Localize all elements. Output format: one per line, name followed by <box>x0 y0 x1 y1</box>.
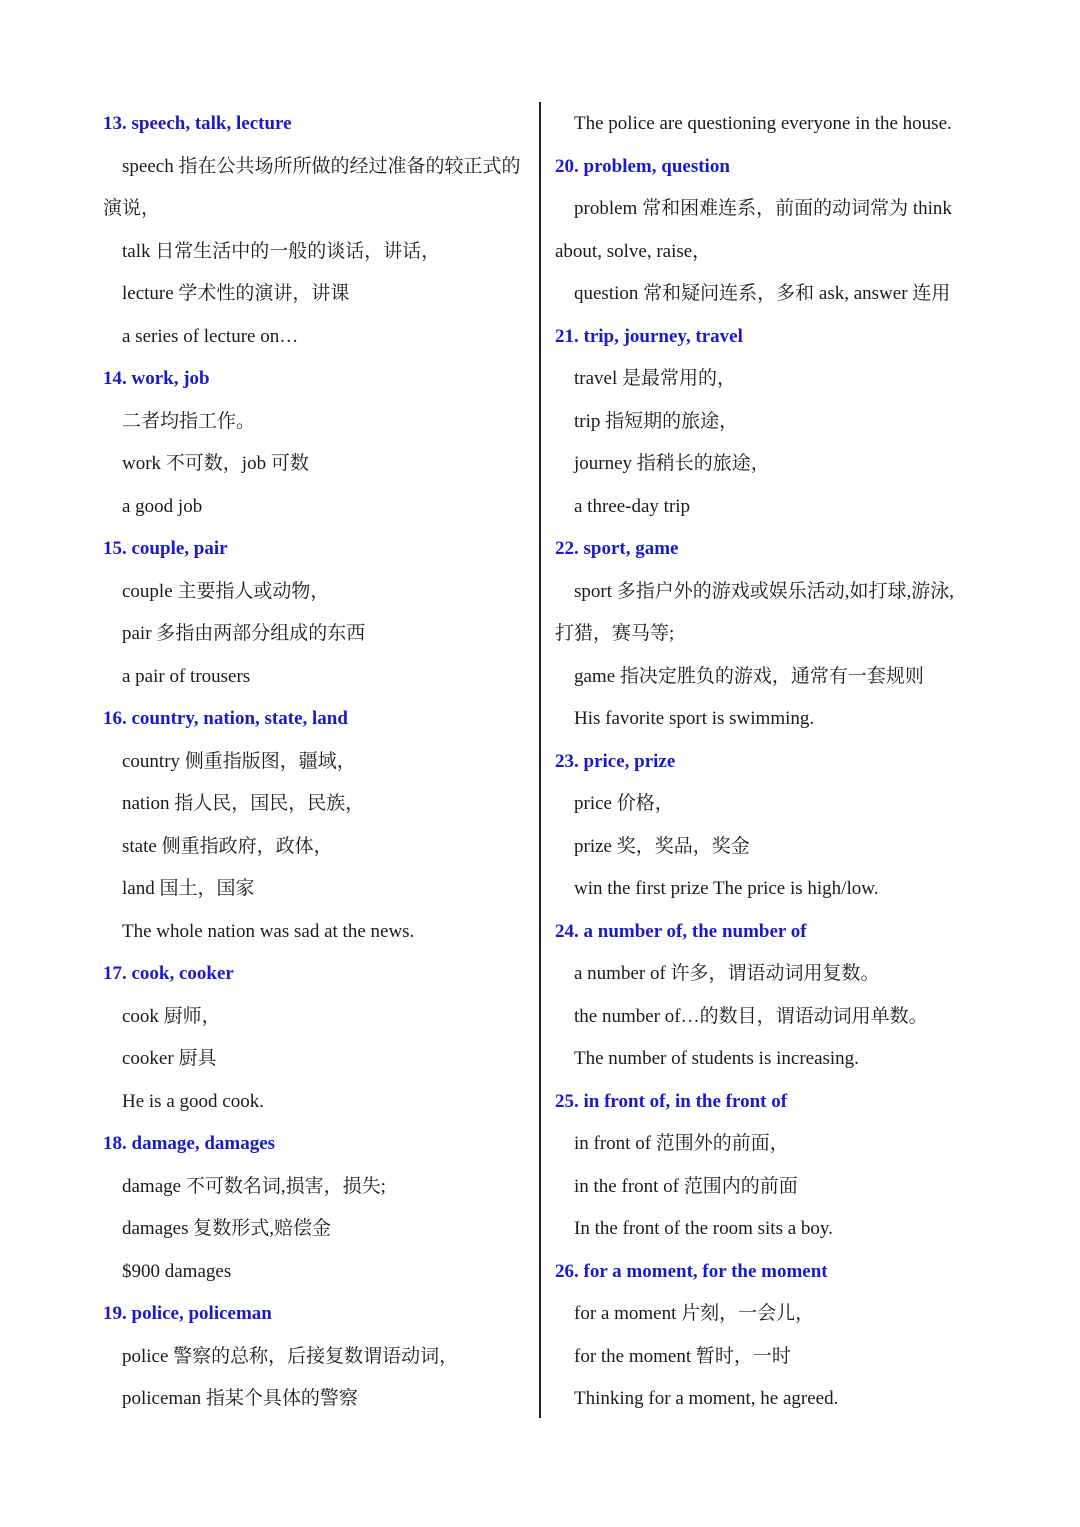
text-line: 二者均指工作。 <box>122 410 256 432</box>
text-line: problem 常和困难连系，前面的动词常为 think <box>574 198 952 219</box>
text-line: 演说， <box>103 198 161 219</box>
text-line: win the first prize The price is high/low. <box>574 878 879 899</box>
text-line: damages 复数形式,赔偿金 <box>122 1218 331 1239</box>
section-heading: 25. in front of, in the front of <box>555 1090 788 1112</box>
text-line: cooker 厨具 <box>122 1048 217 1069</box>
column-divider <box>539 102 541 1418</box>
text-line: for the moment 暂时，一时 <box>574 1345 791 1367</box>
left-column <box>103 103 531 1421</box>
text-line: journey 指稍长的旅途， <box>574 453 770 474</box>
text-line: couple 主要指人或动物， <box>122 580 330 602</box>
section-heading: 16. country, nation, state, land <box>103 708 348 729</box>
text-line: the number of…的数目，谓语动词用单数。 <box>574 1005 928 1027</box>
text-line: travel 是最常用的， <box>574 368 737 389</box>
text-line: trip 指短期的旅途， <box>574 410 739 432</box>
text-line: a series of lecture on… <box>122 325 299 347</box>
section-heading: 14. work, job <box>103 368 210 389</box>
section-heading: 17. cook, cooker <box>103 963 234 984</box>
text-line: country 侧重指版图，疆域， <box>122 750 356 772</box>
text-line: game 指决定胜负的游戏，通常有一套规则 <box>574 665 924 687</box>
text-line: in front of 范围外的前面， <box>574 1133 789 1154</box>
text-line: cook 厨师， <box>122 1005 221 1027</box>
text-line: pair 多指由两部分组成的东西 <box>122 623 366 644</box>
text-line: In the front of the room sits a boy. <box>574 1218 833 1239</box>
text-line: prize 奖，奖品，奖金 <box>574 835 750 857</box>
text-line: a pair of trousers <box>122 665 251 687</box>
text-line: Thinking for a moment, he agreed. <box>574 1388 839 1409</box>
section-heading: 22. sport, game <box>555 538 679 559</box>
text-line: for a moment 片刻，一会儿， <box>574 1303 815 1324</box>
text-line: He is a good cook. <box>122 1090 264 1112</box>
text-line: damage 不可数名词,损害，损失; <box>122 1175 386 1197</box>
text-line: price 价格， <box>574 793 674 814</box>
text-line: 打猎，赛马等; <box>555 623 675 644</box>
text-line: land 国土，国家 <box>122 878 255 899</box>
text-line: talk 日常生活中的一般的谈话，讲话， <box>122 240 441 262</box>
section-heading: 26. for a moment, for the moment <box>555 1260 828 1282</box>
section-heading: 15. couple, pair <box>103 538 228 559</box>
section-heading: 13. speech, talk, lecture <box>103 113 292 134</box>
section-heading: 23. price, prize <box>555 750 676 772</box>
section-heading: 19. police, policeman <box>103 1303 272 1324</box>
text-line: sport 多指户外的游戏或娱乐活动,如打球,游泳, <box>574 580 955 602</box>
text-line: The whole nation was sad at the news. <box>122 920 415 942</box>
text-line: police 警察的总称，后接复数谓语动词， <box>122 1345 459 1367</box>
section-heading: 21. trip, journey, travel <box>555 325 743 347</box>
text-line: The number of students is increasing. <box>574 1048 859 1069</box>
text-line: a good job <box>122 495 203 517</box>
text-line: about, solve, raise， <box>555 240 712 262</box>
text-line: The police are questioning everyone in the house. <box>574 113 952 134</box>
text-line: state 侧重指政府，政体， <box>122 835 333 857</box>
section-heading: 20. problem, question <box>555 155 730 177</box>
text-line: question 常和疑问连系，多和 ask, answer 连用 <box>574 283 951 304</box>
text-line: nation 指人民，国民，民族， <box>122 793 365 814</box>
text-line: speech 指在公共场所所做的经过准备的较正式的 <box>122 155 521 177</box>
text-line: lecture 学术性的演讲，讲课 <box>122 283 350 304</box>
text-line: policeman 指某个具体的警察 <box>122 1388 358 1409</box>
right-column <box>555 103 985 1421</box>
section-heading: 18. damage, damages <box>103 1133 276 1154</box>
text-line: a three-day trip <box>574 495 691 517</box>
text-line: work 不可数，job 可数 <box>122 453 309 474</box>
text-line: His favorite sport is swimming. <box>574 708 815 729</box>
section-heading: 24. a number of, the number of <box>555 920 807 942</box>
text-line: in the front of 范围内的前面 <box>574 1175 798 1197</box>
text-line: a number of 许多，谓语动词用复数。 <box>574 963 880 984</box>
text-line: $900 damages <box>122 1260 232 1282</box>
